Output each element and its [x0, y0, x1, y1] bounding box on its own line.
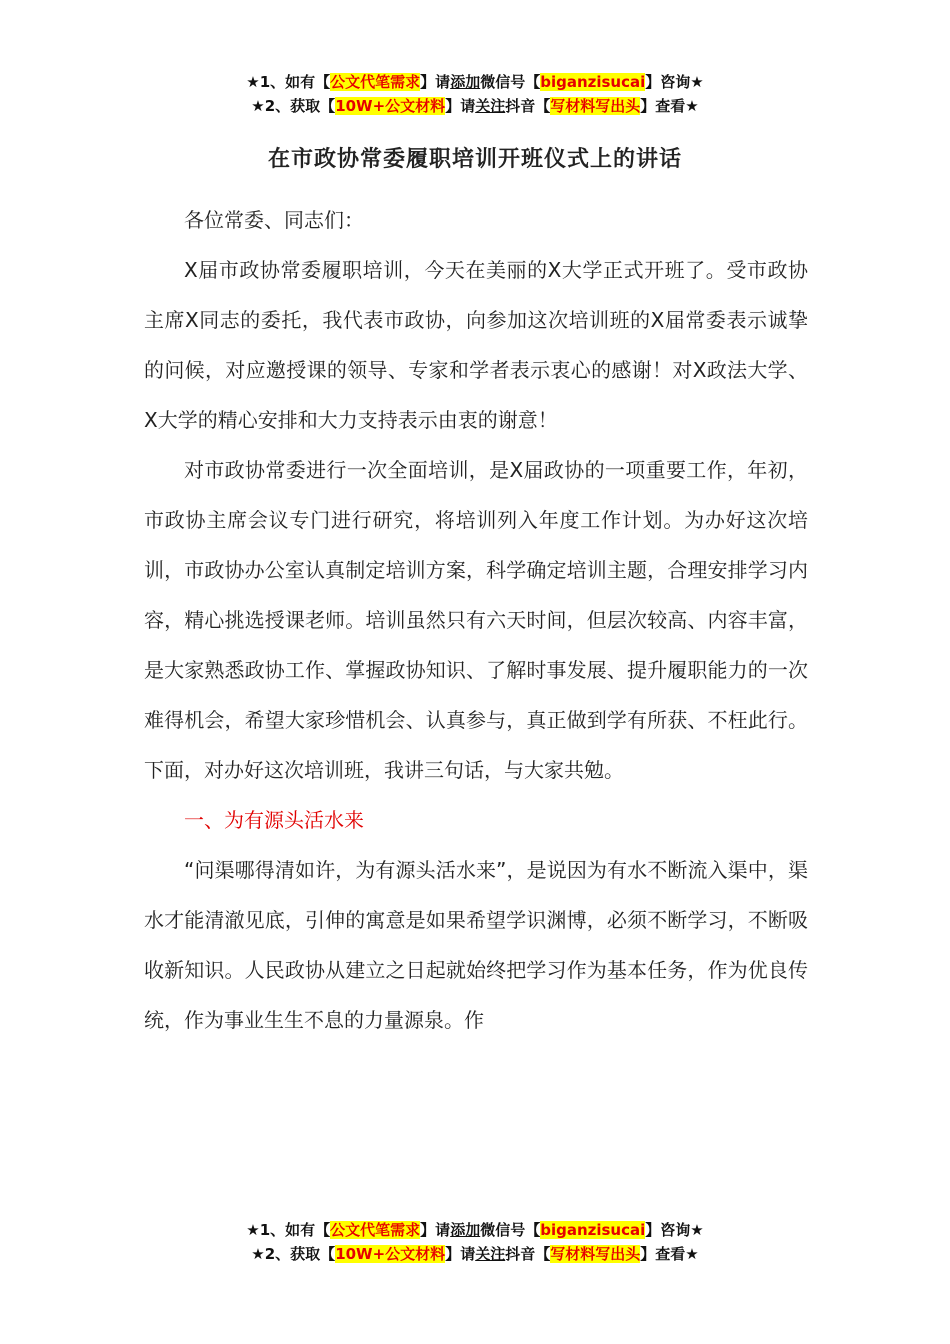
highlight-douyin-account: 写材料写出头: [550, 97, 641, 115]
paragraph-3: “问渠哪得清如许，为有源头活水来”，是说因为有水不断流入渠中，渠水才能清澈见底，引伸的寓意是如果希望学识渊博，必须不断学习，不断吸收新知识。人民政协从建立之日起就始终把学习作为基本任务，作为优良传统，作为事业生生不息的力量源泉。作: [144, 858, 808, 1032]
bottom-banner: [0, 1218, 950, 1266]
document-body: [144, 195, 808, 1045]
banner-line-1: ★1、如有【公文代笔需求】请添加微信号【biganzisucai】咨询★: [246, 73, 704, 91]
paragraph-2: 对市政协常委进行一次全面培训，是X届政协的一项重要工作，年初，市政协主席会议专门进行研究，将培训列入年度工作计划。为办好这次培训，市政协办公室认真制定培训方案，科学确定培训主题，合理安排学习内容，精心挑选授课老师。培训虽然只有六天时间，但层次较高、内容丰富，是大家熟悉政协工作、掌握政协知识、了解时事发展、提升履职能力的一次难得机会，希望大家珍惜机会、认真参与，真正做到学有所获、不枉此行。下面，对办好这次培训班，我讲三句话，与大家共勉。: [144, 458, 808, 782]
highlight-wechat-id: biganzisucai: [540, 1221, 646, 1239]
highlight-douyin-account: 写材料写出头: [550, 1245, 641, 1263]
section-heading-1: 一、为有源头活水来: [184, 808, 364, 832]
banner-line-2: ★2、获取【10W+公文材料】请关注抖音【写材料写出头】查看★: [251, 97, 699, 115]
document-title: 在市政协常委履职培训开班仪式上的讲话: [267, 147, 682, 172]
banner-line-1: ★1、如有【公文代笔需求】请添加微信号【biganzisucai】咨询★: [246, 1221, 704, 1239]
highlight-ghostwriting: 公文代笔需求: [330, 1221, 421, 1239]
highlight-materials: 10W+公文材料: [335, 1245, 446, 1263]
highlight-materials: 10W+公文材料: [335, 97, 446, 115]
salutation: 各位常委、同志们：: [184, 208, 364, 232]
highlight-ghostwriting: 公文代笔需求: [330, 73, 421, 91]
banner-line-2: ★2、获取【10W+公文材料】请关注抖音【写材料写出头】查看★: [251, 1245, 699, 1263]
highlight-wechat-id: biganzisucai: [540, 73, 646, 91]
top-banner: [0, 70, 950, 118]
paragraph-1: X届市政协常委履职培训，今天在美丽的X大学正式开班了。受市政协主席X同志的委托，我代表市政协，向参加这次培训班的X届常委表示诚挚的问候，对应邀授课的领导、专家和学者表示衷心的感谢！对X政法大学、X大学的精心安排和大力支持表示由衷的谢意！: [144, 258, 808, 432]
